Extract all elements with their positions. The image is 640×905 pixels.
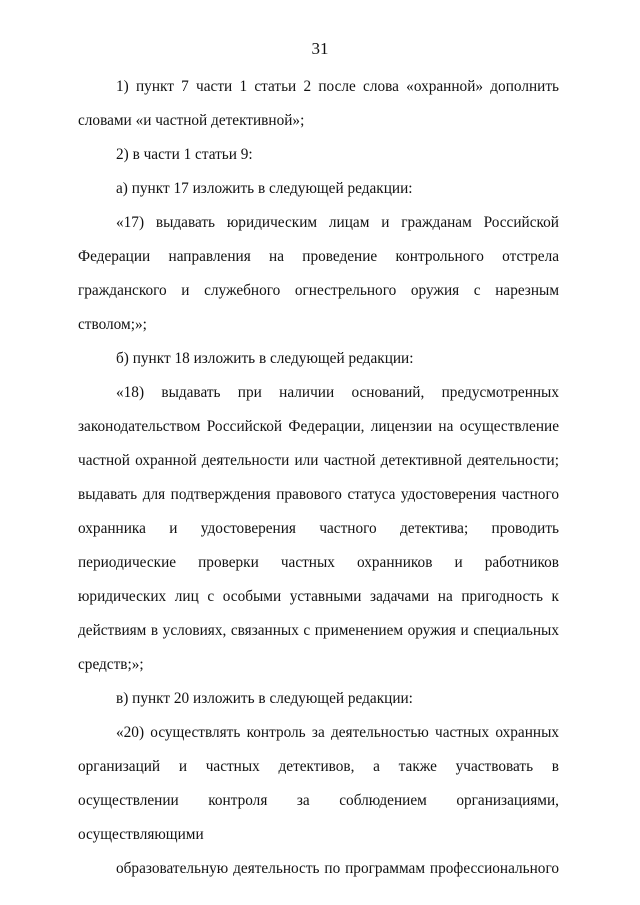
paragraph-1: 1) пункт 7 части 1 статьи 2 после слова «охранной» дополнить словами «и частной детективной»; (78, 78, 559, 129)
paragraph-6: «18) выдавать при наличии оснований, предусмотренных законодательством Российской Федерации, лицензии на осуществление частной охранной деятельности или частной детективной деятельности; выдавать для подтверждения правового статуса удостоверения частного охранника и удостоверения частного детектива; проводить периодические проверки частных охранников и работников юридических лиц с особыми уставными задачами на пригодность к действиям в условиях, связанных с применением оружия и специальных средств;»; (78, 384, 559, 673)
paragraph-8 (78, 716, 559, 886)
paragraph-8-text: «20) осуществлять контроль за деятельностью частных охранных организаций и частных детективов, а также участвовать в осуществлении контроля за соблюдением организациями, осуществляющими (78, 724, 559, 843)
paragraph-2: 2) в части 1 статьи 9: (116, 146, 253, 163)
paragraph-7: в) пункт 20 изложить в следующей редакции: (116, 690, 413, 707)
page-number: 31 (311, 39, 329, 58)
paragraph-8-continuation: образовательную деятельность по программам профессионального (116, 860, 559, 877)
paragraph-3: а) пункт 17 изложить в следующей редакции: (116, 180, 413, 197)
paragraph-4: «17) выдавать юридическим лицам и гражданам Российской Федерации направления на проведение контрольного отстрела гражданского и служебного огнестрельного оружия с нарезным стволом;»; (78, 214, 559, 333)
paragraph-5: б) пункт 18 изложить в следующей редакции: (116, 350, 414, 367)
document-body (78, 70, 559, 886)
